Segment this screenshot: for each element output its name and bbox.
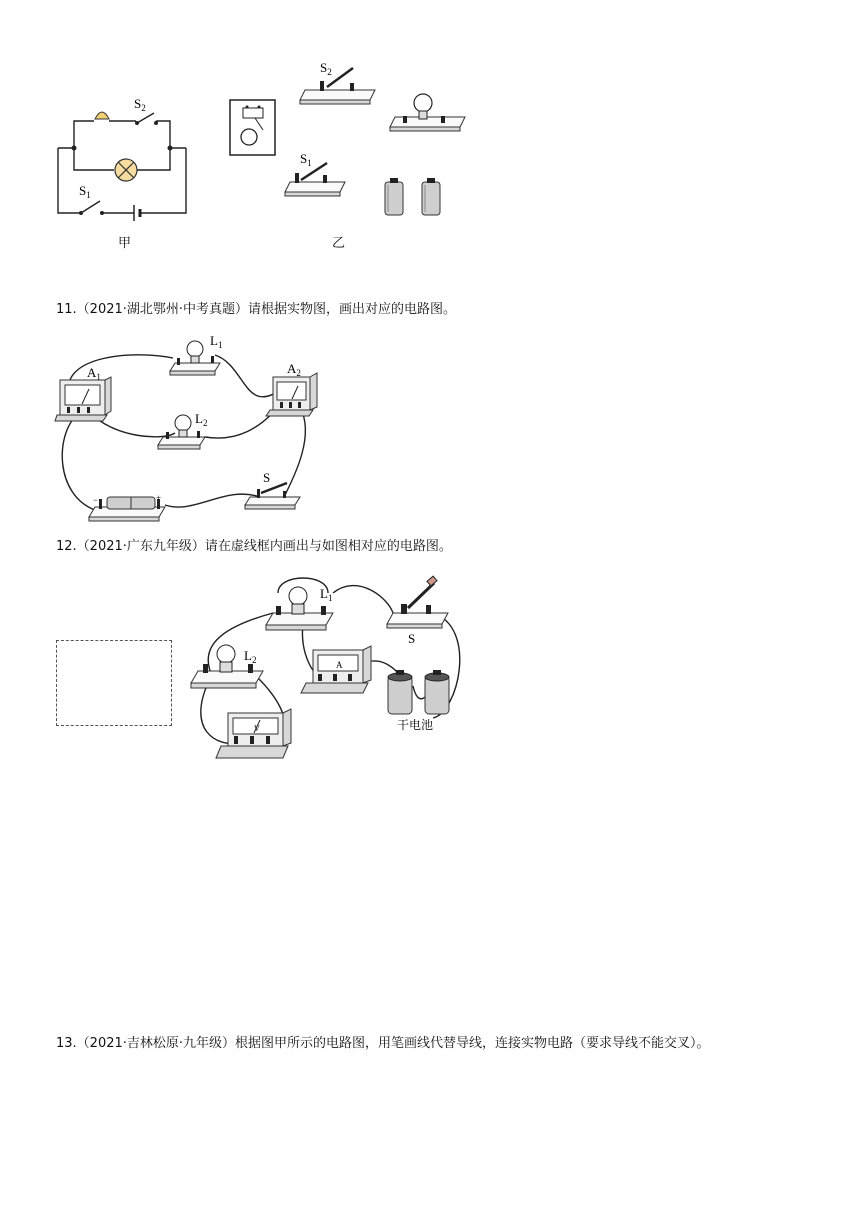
ammeter-label: A [336, 660, 343, 670]
battery-holder [89, 497, 165, 521]
wire-batt-a1 [62, 415, 95, 510]
bulb-component [390, 94, 465, 131]
bell-icon [95, 112, 109, 119]
s1-component-label: S [300, 151, 308, 166]
svg-text:A1 [87, 365, 101, 382]
wire-bottom-2 [140, 148, 186, 213]
svg-text:S2 [320, 60, 332, 77]
l1-label-sub: 1 [327, 593, 333, 603]
svg-text:L2 [195, 411, 207, 428]
a2-label: A [287, 361, 297, 376]
junction-dot-left [72, 146, 77, 151]
s1-component-label-sub: 1 [307, 158, 312, 168]
q12-circuit-figure [188, 568, 478, 768]
question-12-text: 12.（2021·广东九年级）请在虚线框内画出与如图相对应的电路图。 [56, 539, 452, 554]
s2-label-sub: 2 [141, 103, 146, 113]
bell-component [230, 100, 275, 155]
svg-text:L1 [210, 333, 222, 350]
svg-text:S2 [134, 96, 146, 113]
ammeter-a2 [266, 373, 317, 416]
switch-s [245, 483, 300, 509]
s2-label: S [134, 96, 142, 111]
wire-top-2 [156, 121, 170, 148]
s2-lever [137, 113, 154, 123]
wire-left [58, 148, 80, 213]
wire-lamp-right [137, 148, 170, 170]
l2-label-sub: 2 [202, 418, 208, 428]
l1-label: L [210, 333, 218, 348]
l1-label: L [320, 586, 328, 601]
battery-component-2 [422, 178, 440, 215]
battery-plus-label: + [156, 493, 162, 503]
svg-text:L2 [244, 648, 256, 665]
a1-label-sub: 1 [96, 372, 101, 382]
wire-a2-s [285, 407, 305, 495]
ammeter [301, 646, 371, 693]
svg-text:S1 [300, 151, 312, 168]
caption-yi: 乙 [332, 236, 346, 251]
s1-label-sub: 1 [86, 190, 91, 200]
s1-lever [81, 201, 100, 213]
l2-label: L [195, 411, 203, 426]
s2-component-label-sub: 2 [327, 67, 332, 77]
svg-text:S1 [79, 183, 91, 200]
junction-dot-right [168, 146, 173, 151]
question-11-text: 11.（2021·湖北鄂州·中考真题）请根据实物图，画出对应的电路图。 [56, 302, 457, 317]
ammeter-a1 [55, 377, 111, 421]
s1-label: S [79, 183, 87, 198]
circuit-diagram-jia [50, 95, 200, 220]
switch-s1-component [285, 163, 345, 196]
battery-minus-label: − [93, 495, 99, 505]
battery-1 [388, 670, 412, 714]
wire-l1-s [333, 586, 393, 613]
a2-label-sub: 2 [296, 368, 301, 378]
wire-inner-left [74, 121, 94, 148]
l1-label-sub: 1 [217, 340, 223, 350]
q11-circuit-figure [55, 325, 325, 525]
battery-label: 干电池 [397, 718, 434, 732]
components-yi [225, 55, 465, 230]
s2-component-label: S [320, 60, 328, 75]
battery-component-1 [385, 178, 403, 215]
wire-lamp-left [74, 148, 114, 170]
l2-label: L [244, 648, 252, 663]
svg-text:L1 [320, 586, 332, 603]
svg-text:A2 [287, 361, 301, 378]
wire-l1-l2 [208, 613, 273, 678]
caption-jia: 甲 [118, 236, 132, 251]
battery-2 [425, 670, 449, 714]
s-label: S [408, 631, 416, 646]
s-label: S [263, 470, 271, 485]
answer-dashed-box[interactable] [56, 640, 172, 726]
voltmeter-label: V [254, 724, 260, 733]
switch-s2-component [300, 68, 375, 104]
a1-label: A [87, 365, 97, 380]
wire-l1-a2 [215, 355, 280, 397]
switch-s [387, 576, 448, 628]
l2-label-sub: 2 [251, 655, 257, 665]
voltmeter [216, 709, 291, 758]
bulb-l2 [191, 645, 263, 688]
question-13-text: 13.（2021·吉林松原·九年级）根据图甲所示的电路图，用笔画线代替导线，连接实物电路（要求导线不能交叉）。 [56, 1036, 710, 1051]
